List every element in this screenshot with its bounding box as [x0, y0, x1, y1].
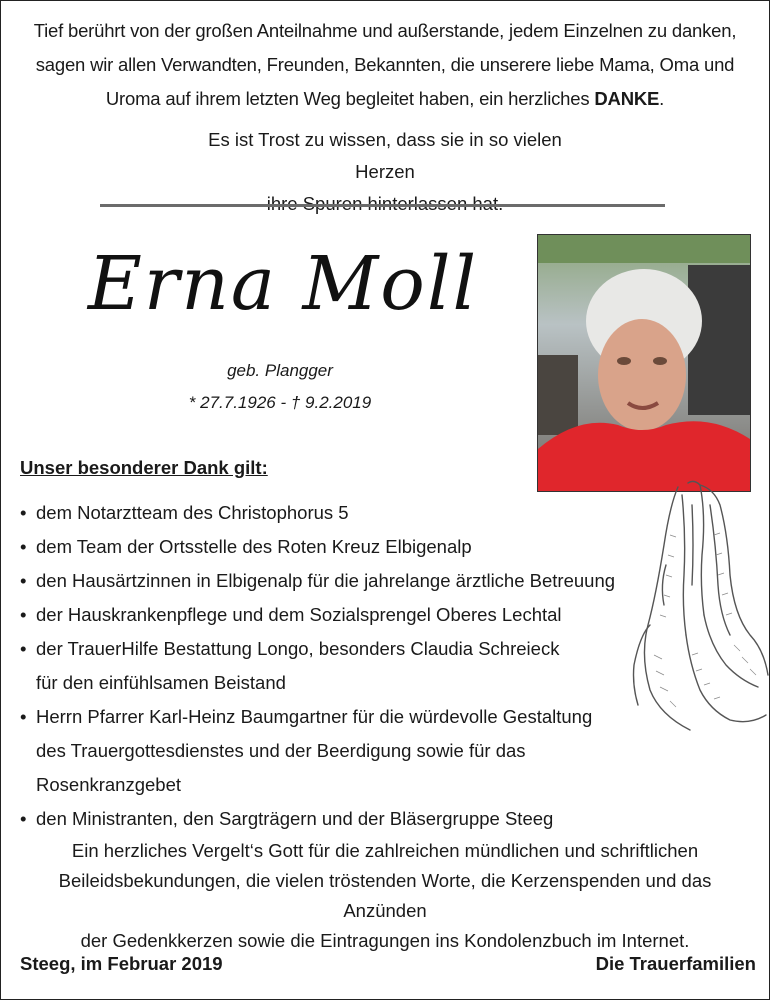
signature: Die Trauerfamilien: [595, 953, 756, 974]
list-item: [20, 802, 660, 836]
list-item-text: den Hausärtzinnen in Elbigenalp für die jahrelange ärztliche Betreuung: [36, 570, 616, 591]
intro-line-1: Tief berührt von der großen Anteilnahme und außerstande, jedem Einzelnen zu danken,: [33, 20, 737, 41]
closing-line-1: Ein herzliches Vergelt‘s Gott für die zahlreichen mündlichen und schriftlichen: [71, 840, 699, 861]
closing-text: [20, 836, 750, 956]
life-dates: * 27.7.1926 - † 9.2.2019: [188, 393, 372, 412]
trost-line-1: Es ist Trost zu wissen, dass sie in so vielen Herzen: [208, 129, 562, 182]
list-item: [20, 700, 660, 802]
list-item: [20, 530, 660, 564]
intro-text: [20, 14, 750, 116]
danke-period: .: [659, 88, 665, 109]
list-item-text: dem Notarztteam des Christophorus 5: [36, 502, 349, 523]
danke-word: DANKE: [594, 88, 660, 109]
list-item: [20, 598, 660, 632]
list-item-text: dem Team der Ortsstelle des Roten Kreuz Elbigenalp: [36, 536, 472, 557]
closing-line-3: der Gedenkkerzen sowie die Eintragungen ins Kondolenzbuch im Internet.: [80, 930, 690, 951]
maiden-name: geb. Plangger: [227, 361, 333, 380]
thanks-list: [20, 496, 660, 836]
list-item: [20, 564, 660, 598]
portrait-photo: [537, 234, 751, 492]
intro-line-3: [20, 82, 750, 116]
portrait-illustration: [538, 235, 750, 491]
list-item-text-continued: für den einfühlsamen Beistand: [36, 672, 286, 693]
intro-line-2: sagen wir allen Verwandten, Freunden, Bekannten, die unserere liebe Mama, Oma und: [35, 54, 735, 75]
praying-hands-drawing: [630, 475, 770, 745]
list-item-text: der TrauerHilfe Bestattung Longo, besonders Claudia Schreieck: [36, 638, 560, 659]
thanks-heading: Unser besonderer Dank gilt:: [20, 457, 268, 478]
praying-hands-icon: [630, 475, 770, 745]
list-item-text: der Hauskrankenpflege und dem Sozialsprengel Oberes Lechtal: [36, 604, 562, 625]
closing-line-2: Beileidsbekundungen, die vielen tröstenden Worte, die Kerzenspenden und das Anzünden: [58, 870, 712, 921]
list-item-text: Herrn Pfarrer Karl-Heinz Baumgartner für die würdevolle Gestaltung: [36, 706, 593, 727]
list-item-text-continued: des Trauergottesdienstes und der Beerdigung sowie für das Rosenkranzgebet: [36, 740, 526, 795]
list-item: [20, 632, 660, 700]
intro-line-3-text: Uroma auf ihrem letzten Weg begleitet haben, ein herzliches: [105, 88, 590, 109]
place-date: Steeg, im Februar 2019: [20, 953, 223, 974]
list-item-text: den Ministranten, den Sargträgern und der Bläsergruppe Steeg: [36, 808, 554, 829]
divider-rule: [100, 204, 665, 207]
deceased-name: Erna Moll: [87, 241, 479, 327]
list-item: [20, 496, 660, 530]
